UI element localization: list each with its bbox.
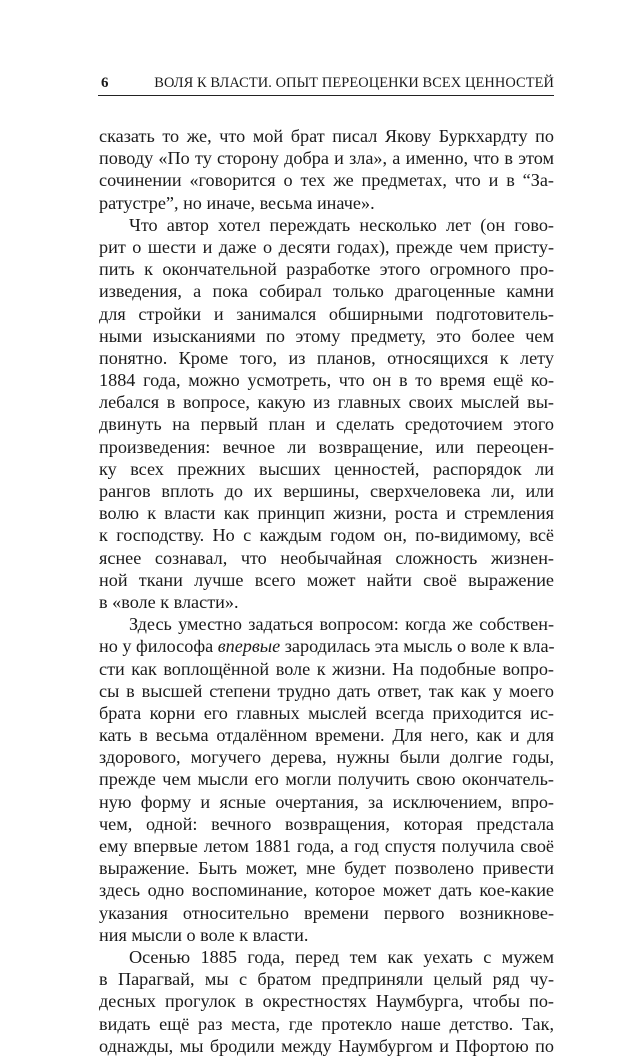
text-line: ную форму и ясные очертания, за исключением, впро- [99,791,554,812]
text-line: волю к власти как принцип жизни, роста и стремления [99,503,554,524]
text-line: прежде чем мысли его могли получить свою окончатель- [99,769,554,790]
text-line: здесь одно воспоминание, которое может дать кое-какие [99,880,554,901]
text-line: произведения: вечное ли возвращение, или переоцен- [99,436,554,457]
text-line: ными изысканиями по этому предмету, это более чем [99,325,554,346]
text-line: рангов вплоть до их вершины, сверхчеловека ли, или [99,481,554,501]
text-line: ной ткани лучше всего может найти своё выражение [99,569,554,590]
text-segment: но у философа [99,636,218,657]
text-line: однажды, мы бродили между Наумбургом и Пфортою по [99,1035,554,1056]
text-line: выражение. Быть может, мне будет позволено привести [99,858,554,879]
text-line: ратустре”, но иначе, весьма иначе». [99,192,375,213]
paragraph-first-line: Осенью 1885 года, перед тем как уехать с мужем [129,946,554,967]
paragraph-first-line: Что автор хотел переждать несколько лет (он гово- [129,214,554,235]
text-line: сказать то же, что мой брат писал Якову Буркхардту по [99,126,554,146]
italic-emphasis: впервые [217,636,281,657]
text-line: чем, одной: вечного возвращения, которая предстала [99,813,554,834]
text-line: 1884 года, можно усмотреть, что он в то время ещё ко- [99,370,554,391]
text-line: рит о шести и даже о десяти годах), прежде чем присту- [99,236,554,257]
text-line: видать ещё раз места, где протекло наше детство. Так, [99,1013,554,1034]
text-line: лебался в вопросе, какую из главных своих мыслей вы- [99,392,554,413]
text-line: пить к окончательной разработке этого огромного про- [99,259,554,280]
text-line: брата корни его главных мыслей всегда приходится ис- [99,702,554,723]
text-line: кать в весьма отдалённом времени. Для него, как и для [99,725,554,746]
text-segment: зародилась эта мысль о воле к вла- [280,636,555,657]
text-line: двинуть на первый план и сделать средоточием этого [99,414,554,435]
text-line: в Парагвай, мы с братом предприняли целый ряд чу- [99,969,554,990]
text-line-with-italic [99,635,554,657]
text-line: сти как воплощённой воле к жизни. На подобные вопро- [99,658,554,679]
page-number: 6 [101,75,109,91]
running-header [98,73,554,96]
text-line: указания относительно времени первого возникнове- [99,902,554,923]
text-line: поводу «По ту сторону добра и зла», а именно, что в этом [99,148,554,169]
text-line: к господству. Но с каждым годом он, по-видимому, всё [99,525,554,546]
text-line: сы в высшей степени трудно дать ответ, так как у моего [99,680,554,701]
paragraph-first-line: Здесь уместно задаться вопросом: когда же собствен- [129,614,554,635]
running-title: ВОЛЯ К ВЛАСТИ. ОПЫТ ПЕРЕОЦЕНКИ ВСЕХ ЦЕННОСТЕЙ [154,75,554,91]
text-line: десных прогулок в окрестностях Наумбурга, чтобы по- [99,991,554,1012]
text-line: изведения, а пока собирал только драгоценные камни [99,281,554,302]
text-line: для стройки и занимался обширными подготовитель- [99,303,554,324]
text-line: яснее сознавал, что необычайная сложность жизнен- [99,547,554,568]
text-line: ему впервые летом 1881 года, а год спустя получила своё [99,836,554,856]
text-line: ку всех прежних высших ценностей, распорядок ли [99,458,554,479]
text-line: понятно. Кроме того, из планов, относящихся к лету [99,347,554,368]
text-line: сочинении «говорится о тех же предметах, что и в “За- [99,170,554,191]
text-line: в «воле к власти». [99,591,239,612]
body-text [99,125,554,1057]
text-line: здорового, могучего дерева, нужны были долгие годы, [99,747,554,768]
text-line: ния мысли о воле к власти. [99,924,309,945]
